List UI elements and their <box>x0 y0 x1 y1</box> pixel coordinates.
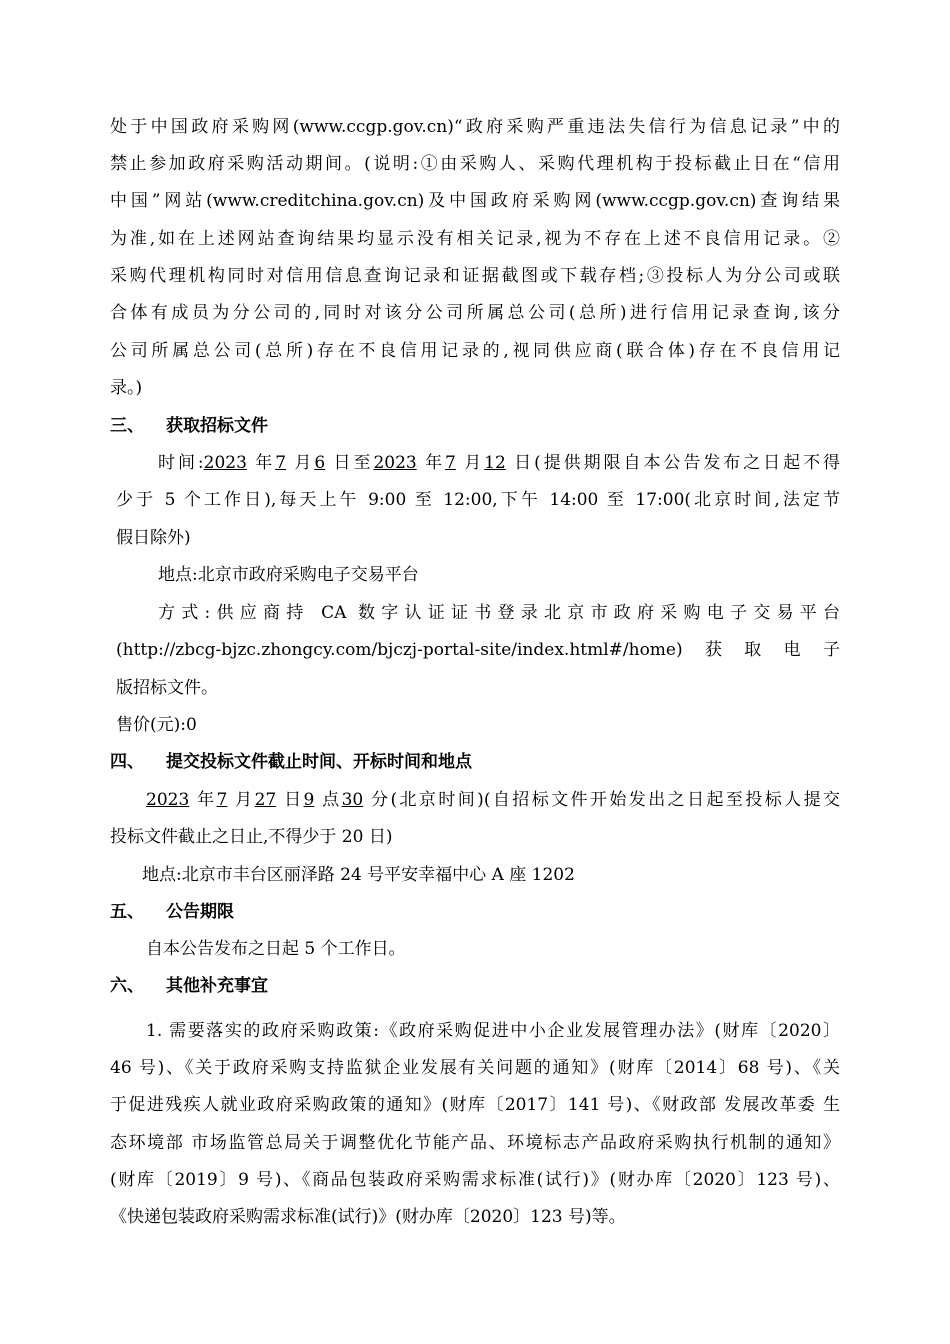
paragraph-line: 为准,如在上述网站查询结果均显示没有相关记录,视为不存在上述不良信用记录。② <box>110 229 840 249</box>
paragraph-line: 合体有成员为分公司的,同时对该分公司所属总公司(总所)进行信用记录查询,该分 <box>110 303 840 323</box>
section-number: 六、 <box>110 976 144 996</box>
deadline-rest: 分(北京时间)(自招标文件开始发出之日起至投标人提交 <box>371 790 841 810</box>
time-line <box>158 452 840 474</box>
start-day: 6 <box>314 453 326 473</box>
unit-hour: 点 <box>322 790 342 810</box>
start-year: 2023 <box>203 453 247 473</box>
paragraph-line: 录。) <box>110 378 143 398</box>
paragraph-line: 自本公告发布之日起 5 个工作日。 <box>146 939 406 959</box>
start-month: 7 <box>275 453 287 473</box>
deadline-line <box>146 789 840 811</box>
paragraph-line: 采购代理机构同时对信用信息查询记录和证据截图或下载存档;③投标人为分公司或联 <box>110 266 840 286</box>
policy-line: 《快递包装政府采购需求标准(试行)》(财办库〔2020〕123 号)等。 <box>110 1207 626 1227</box>
unit-month: 月 <box>464 453 485 473</box>
section-number: 四、 <box>110 752 144 772</box>
section-number: 五、 <box>110 902 144 922</box>
deadline-minute: 30 <box>341 790 364 810</box>
end-month: 7 <box>445 453 456 473</box>
price-line: 售价(元):0 <box>116 715 197 735</box>
paragraph-line: 中国”网站(www.creditchina.gov.cn)及中国政府采购网(www.ccgp.gov.cn)查询结果 <box>110 191 840 211</box>
unit-year: 年 <box>255 453 276 473</box>
method-line: 方式:供应商持 CA 数字认证证书登录北京市政府采购电子交易平台 <box>158 603 840 623</box>
unit-year: 年 <box>425 453 446 473</box>
policy-line: (财库〔2019〕9 号)、《商品包装政府采购需求标准(试行)》(财办库〔2020〕123 号)、 <box>110 1170 840 1190</box>
deadline-day: 27 <box>254 790 277 810</box>
unit-year: 年 <box>197 790 217 810</box>
unit-day-to: 日至 <box>333 453 374 473</box>
unit-month: 月 <box>235 790 255 810</box>
paragraph-line: 版招标文件。 <box>116 678 218 698</box>
paragraph-line: 投标文件截止之日止,不得少于 20 日) <box>110 827 393 847</box>
section-heading: 其他补充事宜 <box>166 976 268 996</box>
paragraph-line: 少于 5 个工作日),每天上午 9:00 至 12:00,下午 14:00 至 17:00(北京时间,法定节 <box>116 490 840 510</box>
deadline-year: 2023 <box>146 790 190 810</box>
deadline-hour: 9 <box>303 790 315 810</box>
section-number: 三、 <box>110 416 144 436</box>
policy-line: 1. 需要落实的政府采购政策:《政府采购促进中小企业发展管理办法》(财库〔2020〕 <box>146 1021 840 1041</box>
paragraph-line: 公司所属总公司(总所)存在不良信用记录的,视同供应商(联合体)存在不良信用记 <box>110 341 840 361</box>
end-year: 2023 <box>373 453 417 473</box>
place-line: 地点:北京市丰台区丽泽路 24 号平安幸福中心 A 座 1202 <box>142 865 575 885</box>
unit-month: 月 <box>294 453 315 473</box>
time-rest: 日(提供期限自本公告发布之日起不得 <box>514 453 841 473</box>
section-heading: 提交投标文件截止时间、开标时间和地点 <box>166 752 472 772</box>
paragraph-line: 处于中国政府采购网(www.ccgp.gov.cn)“政府采购严重违法失信行为信息记录”中的 <box>110 117 840 137</box>
deadline-month: 7 <box>216 790 228 810</box>
paragraph-line: 假日除外) <box>116 528 191 548</box>
place-line: 地点:北京市政府采购电子交易平台 <box>158 565 419 585</box>
section-heading: 获取招标文件 <box>166 416 268 436</box>
policy-line: 态环境部 市场监管总局关于调整优化节能产品、环境标志产品政府采购执行机制的通知》 <box>110 1133 840 1153</box>
paragraph-line: 禁止参加政府采购活动期间。(说明:①由采购人、采购代理机构于投标截止日在“信用 <box>110 154 840 174</box>
unit-day: 日 <box>284 790 304 810</box>
end-day: 12 <box>484 453 506 473</box>
method-url-line: (http://zbcg-bjzc.zhongcy.com/bjczj-portal-site/index.html#/home)获取电子 <box>116 640 840 660</box>
section-heading: 公告期限 <box>166 902 234 922</box>
policy-line: 于促进残疾人就业政府采购政策的通知》(财库〔2017〕141 号)、《财政部 发展改革委 生 <box>110 1095 840 1115</box>
time-label: 时间: <box>158 453 204 473</box>
policy-line: 46 号)、《关于政府采购支持监狱企业发展有关问题的通知》(财库〔2014〕68 号)、《关 <box>110 1058 840 1078</box>
